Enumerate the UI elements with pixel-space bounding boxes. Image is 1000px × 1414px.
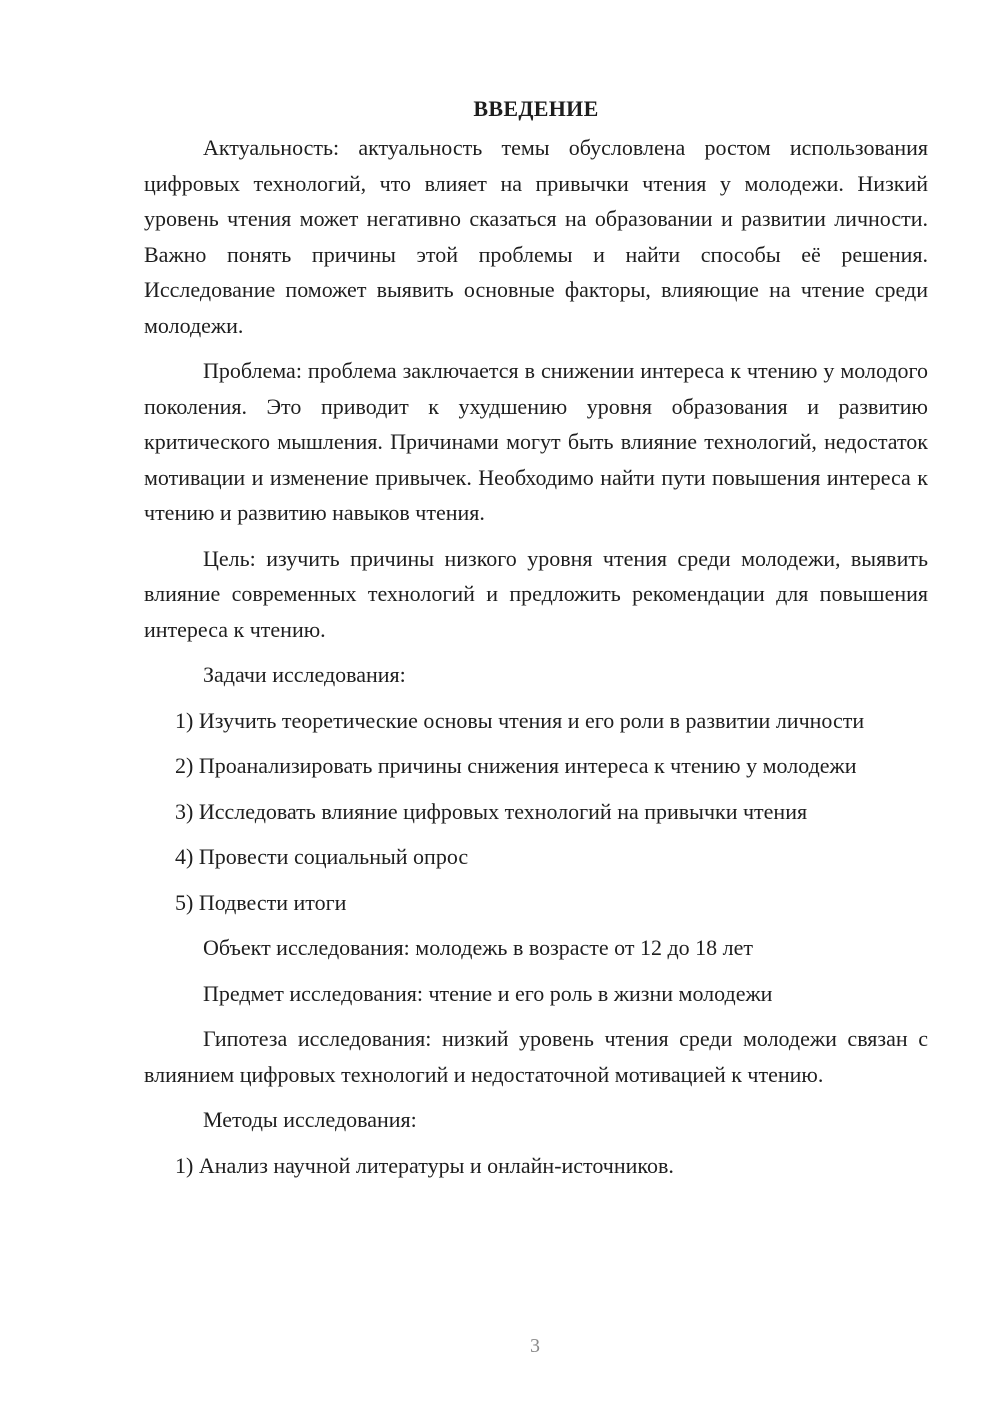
- task-item-4: 4) Провести социальный опрос: [175, 844, 469, 869]
- paragraph-object: Объект исследования: молодежь в возрасте от 12 до 18 лет: [203, 935, 754, 960]
- task-item-3: 3) Исследовать влияние цифровых технологий на привычки чтения: [175, 798, 808, 824]
- paragraph-goal: Цель: изучить причины низкого уровня чтения среди молодежи, выявить влияние современных технологий и предложить рекомендации для повышения интереса к чтению.: [144, 545, 928, 642]
- method-item-1: 1) Анализ научной литературы и онлайн-источников.: [175, 1152, 674, 1178]
- page-number: 3: [530, 1335, 540, 1357]
- document-title: ВВЕДЕНИЕ: [473, 96, 599, 121]
- paragraph-problem: Проблема: проблема заключается в снижении интереса к чтению у молодого поколения. Это приводит к ухудшению уровня образования и развитию критического мышления. Причинами могут быть влияние технологий, недостаток мотивации и изменение привычек. Необходимо найти пути повышения интереса к чтению и развитию навыков чтения.: [144, 358, 928, 525]
- task-item-1: 1) Изучить теоретические основы чтения и его роли в развитии личности: [175, 707, 865, 733]
- tasks-heading: Задачи исследования:: [203, 662, 406, 687]
- task-item-5: 5) Подвести итоги: [175, 889, 347, 915]
- paragraph-relevance: Актуальность: актуальность темы обусловлена ростом использования цифровых технологий, что влияет на привычки чтения у молодежи. Низкий уровень чтения может негативно сказаться на образовании и развитии личности. Важно понять причины этой проблемы и найти способы её решения. Исследование поможет выявить основные факторы, влияющие на чтение среди молодежи.: [144, 135, 928, 338]
- paragraph-subject: Предмет исследования: чтение и его роль в жизни молодежи: [203, 980, 773, 1006]
- task-item-2: 2) Проанализировать причины снижения интереса к чтению у молодежи: [175, 753, 857, 778]
- methods-heading: Методы исследования:: [203, 1107, 417, 1132]
- paragraph-hypothesis: Гипотеза исследования: низкий уровень чтения среди молодежи связан с влиянием цифровых технологий и недостаточной мотивацией к чтению.: [144, 1026, 928, 1087]
- document-page: [144, 94, 928, 1193]
